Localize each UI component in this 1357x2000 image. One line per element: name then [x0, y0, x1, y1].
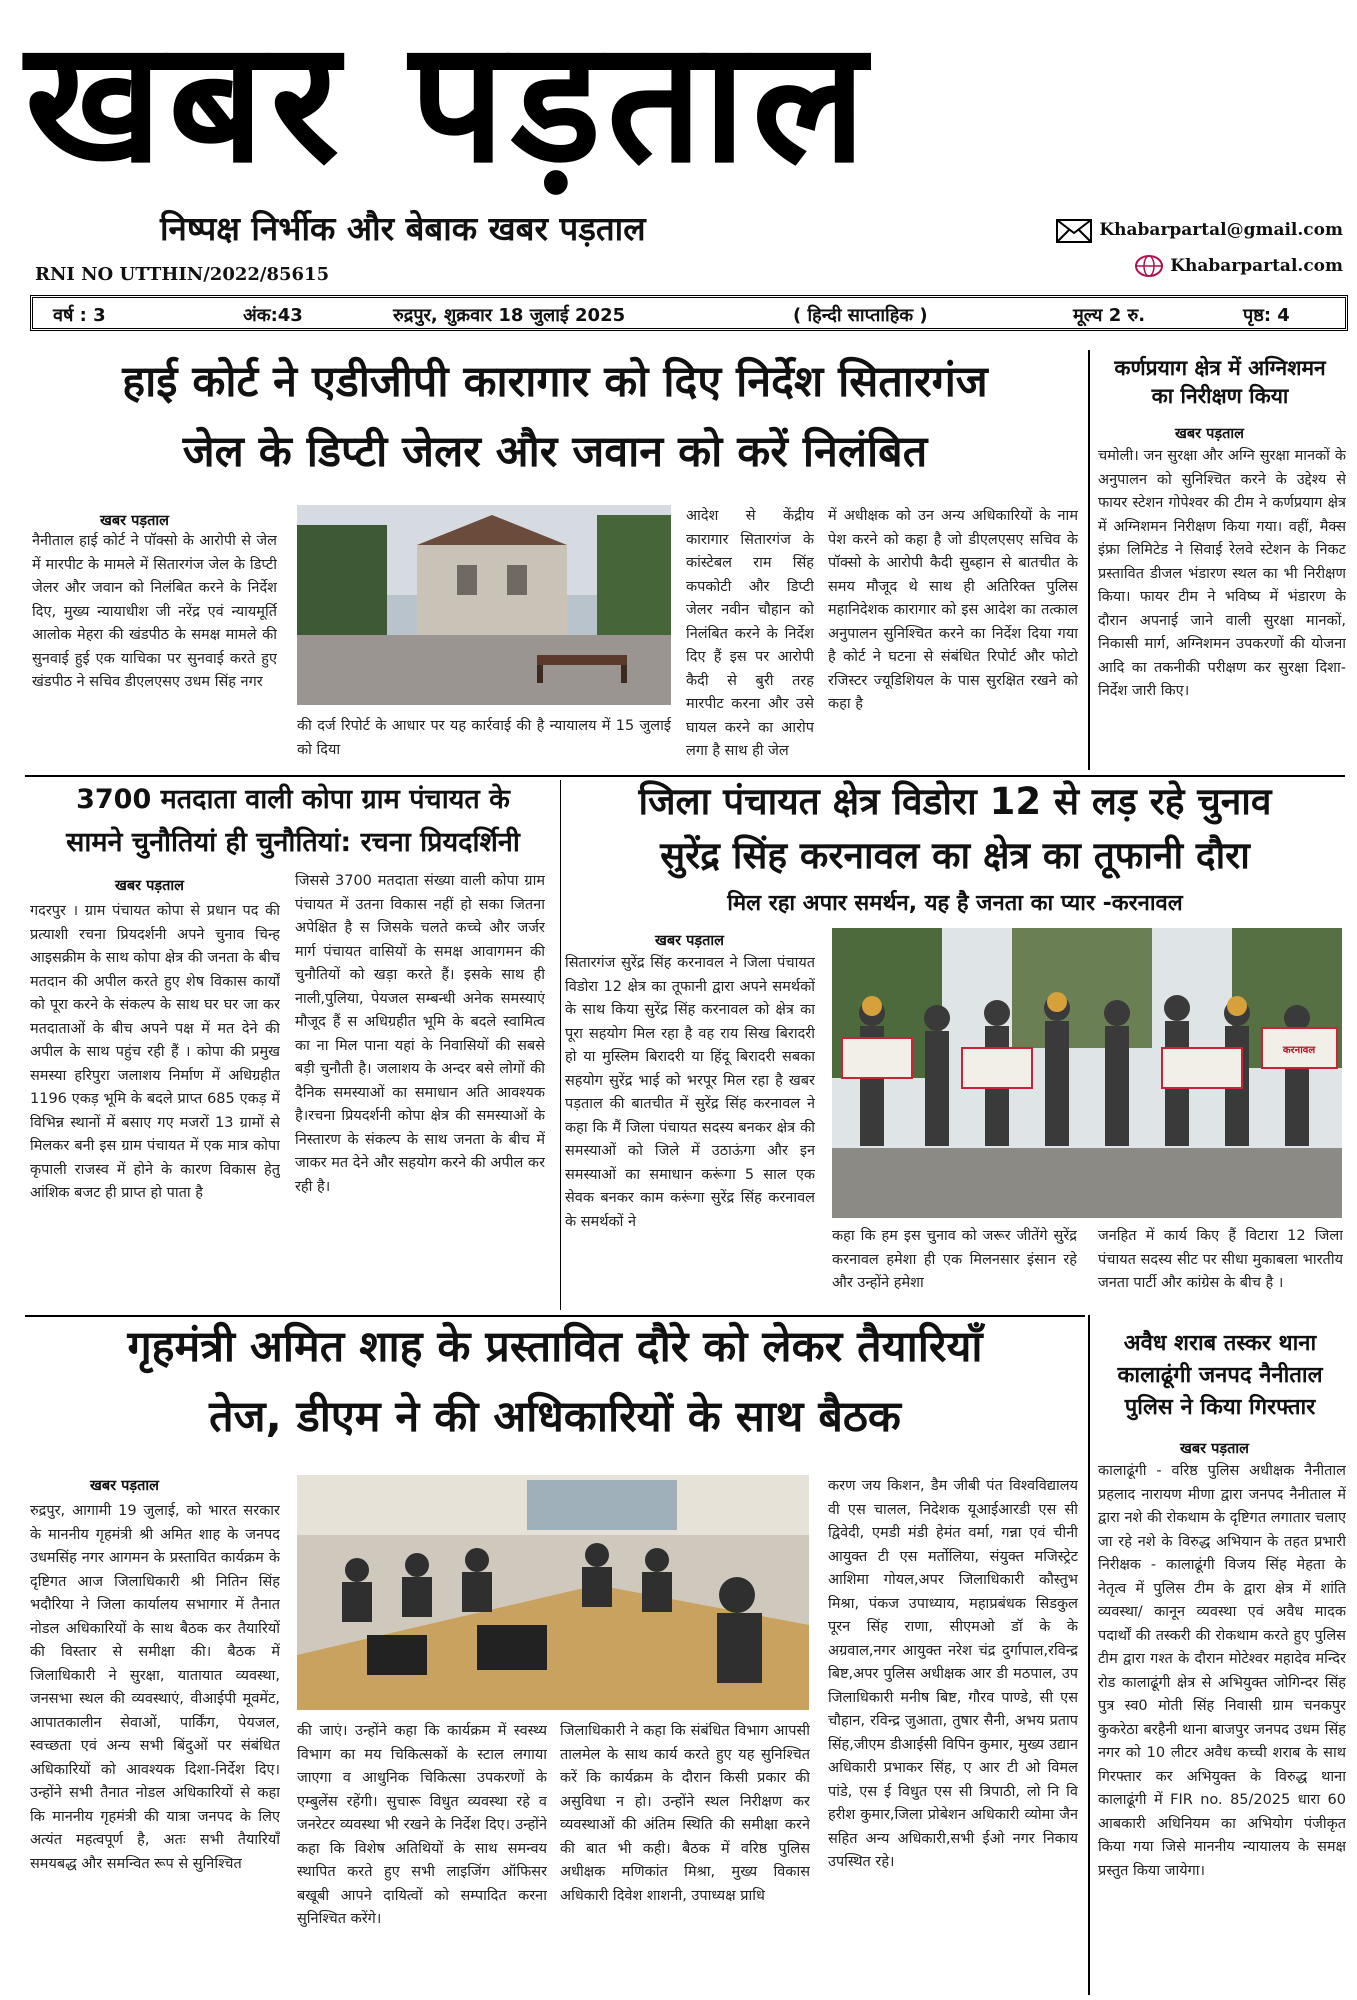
story6-headline-line2: कालाढूंगी जनपद नैनीताल: [1117, 1363, 1323, 1388]
story5-col3: जिलाधिकारी ने कहा कि संबंधित विभाग आपसी तालमेल के साथ कार्य करते हुए यह सुनिश्चित करें कि कार्यक्रम के दौरान किसी प्रकार की असुविधा न हो। उन्होंने स्थल निरीक्षण कर व्यवस्थाओं की अंतिम स्थिति की समीक्षा करने की बात भी कही। बैठक में वरिष्ठ पुलिस अधीक्षक मणिकांत मिश्रा, मुख्य विकास अधिकारी दिवेश शाशनी, उपाध्यक्ष प्राधि: [560, 1723, 810, 1904]
section-divider: [25, 775, 1345, 777]
rni-number: RNI NO UTTHIN/2022/85615: [35, 264, 330, 285]
website-text: Khabarpartal.com: [1170, 256, 1343, 276]
email-text: Khabarpartal@gmail.com: [1099, 220, 1343, 240]
story6-headline-line1: अवैध शराब तस्कर थाना: [1123, 1331, 1317, 1356]
story1-col2: की दर्ज रिपोर्ट के आधार पर यह कार्रवाई की है न्यायालय में 15 जुलाई को दिया: [297, 718, 671, 758]
story5-byline: खबर पड़ताल: [90, 1478, 159, 1494]
story1-col1: नैनीताल हाई कोर्ट ने पॉक्सो के आरोपी से जेल में मारपीट के मामले में सितारगंज जेल के डिप्टी जेलर और जवान को निलंबित करने के निर्देश दिए, मुख्य न्यायाधीश जी नरेंद्र एवं न्यायमूर्ति आलोक मेहरा की खंडपीठ के समक्ष मामले की सुनवाई हुई एक याचिका पर सुनवाई करते हुए खंडपीठ ने सचिव डीएलएसए उधम सिंह नगर: [32, 533, 277, 690]
column-rule: [1088, 1315, 1090, 1995]
masthead-title: खबर पड़ताल: [25, 4, 873, 200]
story2-headline-line1: कर्णप्रयाग क्षेत्र में अग्निशमन: [1114, 356, 1326, 380]
issue-price: मूल्य 2 रु.: [1073, 305, 1146, 326]
story4-headline-line2: सुरेंद्र सिंह करनावल का क्षेत्र का तूफानी दौरा: [660, 834, 1250, 877]
campaign-photo: [832, 928, 1342, 1218]
story2-headline-line2: का निरीक्षण किया: [1151, 384, 1289, 408]
section-divider: [25, 1315, 1085, 1317]
page-number: पृष्ठ: 4: [1243, 305, 1290, 326]
story3-headline-line2: सामने चुनौतियां ही चुनौतियां: रचना प्रियदर्शिनी: [66, 827, 520, 858]
story6-byline: खबर पड़ताल: [1180, 1441, 1249, 1457]
story5-col4: करण जय किशन, डैम जीबी पंत विश्वविद्यालय वी एस चालल, निदेशक यूआईआरडी एस सी द्विवेदी, एमडी मंडी हेमंत वर्मा, गन्ना एवं चीनी आयुक्त टी एस मर्तोलिया, संयुक्त मजिस्ट्रेट आशिमा गोयल,अपर जिलाधिकारी कौस्तुभ मिश्रा, पंकज उपाध्याय, महाप्रबंधक सिडकुल पूरन सिंह राणा, सीएमओ डॉ के के अग्रवाल,नगर आयुक्त नरेश चंद्र दुर्गापाल,रविन्द्र बिष्ट,अपर पुलिस अधीक्षक आर डी मठपाल, उप जिलाधिकारी मनीष बिष्ट, गौरव पाण्डे, सी एस चौहान, रविन्द्र जुआता, तुषार सैनी, अभय प्रताप सिंह,जीएम डीआईसी विपिन कुमार, मुख्य उद्यान अधिकारी प्रभाकर सिंह, ए आर टी ओ विमल पांडे, एस ई विधुत एस सी त्रिपाठी, लो नि वि हरीश कुमार,जिला प्रोबेशन अधिकारी व्योमा जैन सहित अन्य अधिकारी,सभी ईओ नगर निकाय उपस्थित रहे।: [828, 1478, 1078, 1870]
story1-col4: में अधीक्षक को उन अन्य अधिकारियों के नाम पेश करने को कहा है जो डीएलएसए सचिव के पॉक्सो के आरोपी कैदी सुब्हान से बातचीत के समय मौजूद थे साथ ही अतिरिक्त पुलिस महानिदेशक कारागार को इस आदेश का तत्काल अनुपालन सुनिश्चित करने का निर्देश दिया गया है कोर्ट ने घटना से संबंधित रिपोर्ट और फोटो रजिस्टर ज्यूडिशियल के पास सुरक्षित रखने को कहा है: [828, 508, 1078, 712]
story5-headline-line2: तेज, डीएम ने की अधिकारियों के साथ बैठक: [209, 1392, 901, 1442]
story4-subhead: मिल रहा अपार समर्थन, यह है जनता का प्यार -करनावल: [727, 891, 1183, 916]
story4-headline-line1: जिला पंचायत क्षेत्र विडोरा 12 से लड़ रहे चुनाव: [638, 780, 1272, 823]
issue-number: अंक:43: [243, 305, 303, 326]
issue-info-bar: [30, 295, 1348, 331]
issue-year: वर्ष : 3: [53, 305, 106, 326]
column-rule: [560, 780, 561, 1310]
story1-byline: खबर पड़ताल: [100, 513, 169, 529]
story3-headline-line1: 3700 मतदाता वाली कोपा ग्राम पंचायत के: [76, 784, 510, 815]
globe-icon: [1134, 254, 1164, 278]
story5-col2: की जाएं। उन्होंने कहा कि कार्यक्रम में स्वस्थ्य विभाग का मय चिकित्सकों के स्टाल लगाया जाएगा व आधुनिक चिकित्सा उपकरणों के एम्बुलेंस रहेंगी। सुचारू विधुत व्यवस्था रहे व जनरेटर व्यवस्था भी रखने के निर्देश दिए। उन्होंने कहा कि विशेष अतिथियों के साथ समन्वय स्थापित करते हुए सभी लाइजिंग ऑफिसर बखूबी आपने दायित्वों को सम्पादित करना सुनिश्चित करेंगे।: [297, 1723, 547, 1927]
story4-byline: खबर पड़ताल: [655, 933, 724, 949]
email-contact: [1055, 216, 1343, 244]
issue-date: रुद्रपुर, शुक्रवार 18 जुलाई 2025: [393, 305, 626, 326]
mail-icon: [1055, 216, 1093, 244]
story3-col2: जिससे 3700 मतदाता संख्या वाली कोपा ग्राम पंचायत में उतना विकास नहीं हो सका जितना अपेक्षित है स जिसके चलते कच्चे और जर्जर मार्ग पंचायत वासियों के समक्ष आवागमन की चुनौतियों को खड़ा करते हैं। इसके साथ ही नाली,पुलिया, पेयजल सम्बन्धी अनेक समस्याएं मौजूद हैं स अधिग्रहीत भूमि के बदले स्वामित्व का ना मिल पाना यहां के निवासियों की सबसे बड़ी चुनौती है। जलाशय के अन्दर बसे लोगों की दैनिक समस्याओं का समाधान अति आवश्यक है।रचना प्रियदर्शनी कोपा क्षेत्र की समस्याओं के निस्तारण के संकल्प के साथ जनता के बीच में जाकर मत देने और सहयोग करने की अपील कर रही है।: [295, 873, 545, 1195]
issue-type: ( हिन्दी साप्ताहिक ): [793, 305, 928, 326]
story4-col2: कहा कि हम इस चुनाव को जरूर जीतेंगे सुरेंद्र करनावल हमेशा ही एक मिलनसार इंसान रहे और उन्होंने हमेशा: [832, 1228, 1077, 1291]
story1-headline-line1: हाई कोर्ट ने एडीजीपी कारागार को दिए निर्देश सितारगंज: [122, 357, 988, 407]
column-rule: [1088, 350, 1090, 770]
story3-byline: खबर पड़ताल: [115, 878, 184, 894]
story4-col1: सितारगंज सुरेंद्र सिंह करनावल ने जिला पंचायत विडोरा 12 क्षेत्र का तूफानी द्वारा अपने समर्थकों के साथ किया सुरेंद्र सिंह करनावल को क्षेत्र का पूरा सहयोग मिल रहा है वह राय सिख बिरादरी हो या मुस्लिम बिरादरी या हिंदू बिरादरी सबका सहयोग सुरेंद्र भाई को भरपूर मिल रहा है खबर पड़ताल की बातचीत में सुरेंद्र सिंह करनावल ने कहा कि मैं जिला पंचायत सदस्य बनकर क्षेत्र की समस्याओं को जिले में उठाऊंगा और इन समस्याओं का समाधान करूंगा 5 साल एक सेवक बनकर काम करूंगा सुरेंद्र सिंह करनावल के समर्थकों ने: [565, 955, 815, 1230]
story1-col3: आदेश से केंद्रीय कारागार सितारगंज के कांस्टेबल राम सिंह कपकोटी और डिप्टी जेलर नवीन चौहान को निलंबित करने के निर्देश दिए हैं इस पर आरोपी कैदी से बुरी तरह मारपीट करना और उसे घायल करने का आरोप लगा है साथ ही जेल: [686, 508, 814, 759]
story3-col1: गदरपुर । ग्राम पंचायत कोपा से प्रधान पद की प्रत्याशी रचना प्रियदर्शनी अपने चुनाव चिन्ह आइसक्रीम के साथ कोपा क्षेत्र की जनता के बीच मतदान की अपील करते हुए शेष विकास कार्यों को पूरा करने के संकल्प के साथ घर घर जा कर मतदाताओं के बीच अपने पक्ष में मत देने की अपील के साथ पहुंच रही हैं । कोपा की प्रमुख समस्या हरिपुरा जलाशय निर्माण में अधिग्रहीत 1196 एकड़ भूमि के बदले प्राप्त 685 एकड़ में विभिन्न स्थानों में बसाए गए मजरों 13 ग्रामों से मिलकर बनी इस ग्राम पंचायत में एक मात्र कोपा कृपाली राजस्व में होने के कारण विकास हेतु आंशिक बजट ही प्राप्त हो पाता है: [30, 903, 280, 1201]
story2-body: चमोली। जन सुरक्षा और अग्नि सुरक्षा मानकों के अनुपालन को सुनिश्चित करने के उद्देश्य से फायर स्टेशन गोपेश्वर की टीम ने कर्णप्रयाग क्षेत्र में अग्निशमन निरीक्षण किया गया। वहीं, मैक्स इंफ्रा लिमिटेड ने सिवाई रेलवे स्टेशन के निकट प्रस्तावित डीजल भंडारण स्थल का भी निरीक्षण किया। फायर टीम ने भविष्य में भंडारण के दौरान अपनाई जाने वाली सुरक्षा मानकों, निकासी मार्ग, अग्निशमन उपकरणों की योजना आदि का तकनीकी परीक्षण कर सुरक्षा दिशा-निर्देश जारी किए।: [1098, 448, 1346, 699]
masthead-tagline: निष्पक्ष निर्भीक और बेबाक खबर पड़ताल: [160, 209, 646, 248]
high-court-photo: [297, 505, 671, 705]
story2-byline: खबर पड़ताल: [1175, 426, 1244, 442]
story5-col1: रुद्रपुर, आगामी 19 जुलाई, को भारत सरकार के माननीय गृहमंत्री श्री अमित शाह के जनपद उधमसिंह नगर आगमन के प्रस्तावित कार्यक्रम के दृष्टिगत आज जिलाधिकारी श्री नितिन सिंह भदौरिया ने जिला कार्यालय सभागार में तैनात नोडल अधिकारियों के साथ बैठक कर तैयारियों की विस्तार से समीक्षा की। बैठक में जिलाधिकारी ने सुरक्षा, यातायात व्यवस्था, जनसभा स्थल की व्यवस्थाएं, वीआईपी मूवमेंट, आपातकालीन सेवाओं, पार्किंग, पेयजल, स्वच्छता एवं अन्य सभी बिंदुओं पर संबंधित अधिकारियों को आवश्यक दिशा-निर्देश दिए। उन्होंने सभी तैनात नोडल अधिकारियों से कहा कि माननीय गृहमंत्री की यात्रा जनपद के लिए अत्यंत महत्वपूर्ण है, अतः सभी तैयारियाँ समयबद्ध और समन्वित रूप से सुनिश्चित: [30, 1503, 280, 1872]
story6-body: कालाढूंगी - वरिष्ठ पुलिस अधीक्षक नैनीताल प्रहलाद नारायण मीणा द्वारा जनपद नैनीताल में द्वारा नशे की रोकथाम के दृष्टिगत लगातार चलाए जा रहे नशे के विरुद्ध अभियान के तहत प्रभारी निरीक्षक - कालाढूंगी विजय सिंह मेहता के नेतृत्व में पुलिस टीम के द्वारा क्षेत्र में शांति व्यवस्था/ कानून व्यवस्था एवं अवैध मादक पदार्थों की तस्करी की रोकथाम करते हुए पुलिस टीम द्वारा गश्त के दौरान मोटेश्वर महादेव मन्दिर रोड कालाढूंगी क्षेत्र से अभियुक्त जोगिन्दर सिंह पुत्र स्व0 मोती सिंह निवासी ग्राम चनकपुर कुकरेठा बरहैनी थाना बाजपुर जनपद उधम सिंह नगर को 10 लीटर अवैध कच्ची शराब के साथ गिरफ्तार कर अभियुक्त के विरुद्ध थाना कालाढूंगी में FIR no. 85/2025 धारा 60 आबकारी अधिनियम का अभियोग पंजीकृत किया गया जिसे माननीय न्यायालय के समक्ष प्रस्तुत किया जायेगा।: [1098, 1463, 1346, 1879]
story1-headline-line2: जेल के डिप्टी जेलर और जवान को करें निलंबित: [182, 427, 928, 477]
story6-headline-line3: पुलिस ने किया गिरफ्तार: [1124, 1395, 1316, 1420]
campaign-banner-text: करनावल: [1282, 1045, 1316, 1056]
story4-col3: जनहित में कार्य किए हैं विटारा 12 जिला पंचायत सदस्य सीट पर सीधा मुकाबला भारतीय जनता पार्टी और कांग्रेस के बीच है ।: [1098, 1228, 1343, 1291]
meeting-photo: [297, 1475, 809, 1710]
story5-headline-line1: गृहमंत्री अमित शाह के प्रस्तावित दौरे को लेकर तैयारियाँ: [127, 1322, 983, 1372]
website-contact: [1134, 254, 1343, 278]
